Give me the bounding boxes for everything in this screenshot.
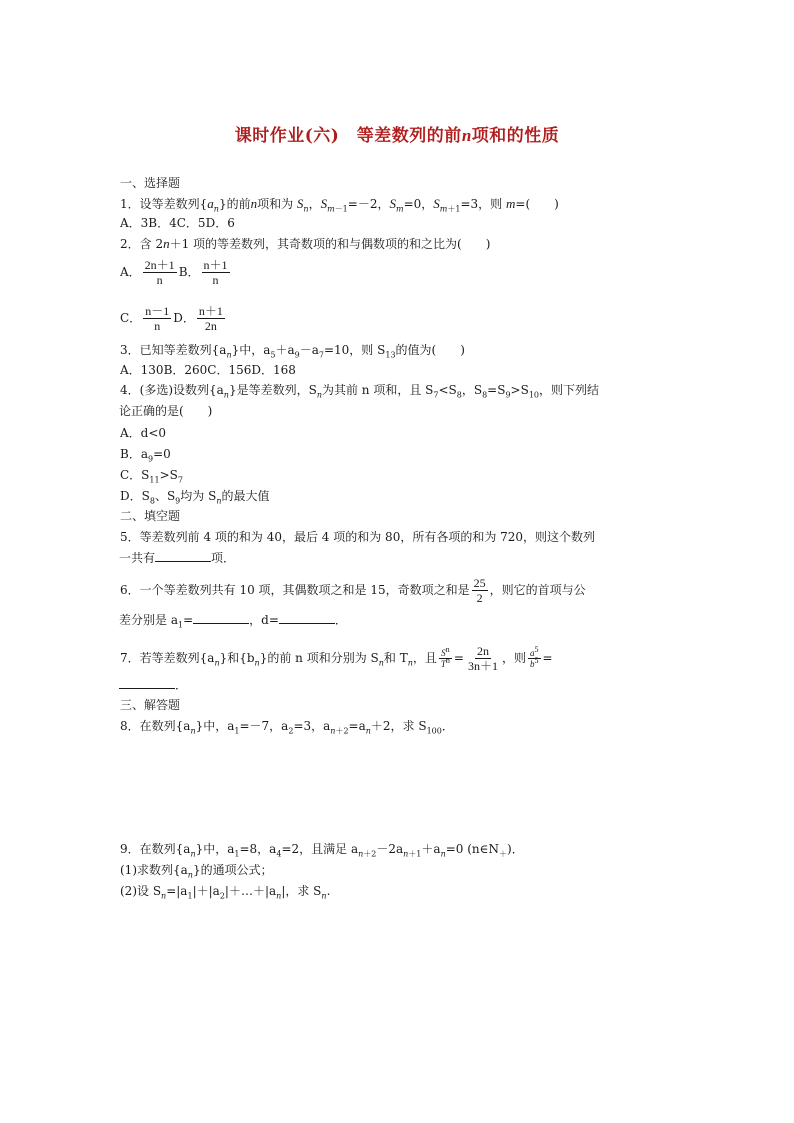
question-5: 5．等差数列前 4 项的和为 40，最后 4 项的和为 80，所有各项的和为 720，则这个数列 — [120, 530, 596, 544]
page-title: 课时作业(六) 等差数列的前n项和的性质 — [234, 126, 560, 146]
question-3: 3．已知等差数列$\{a_n\}$中，$a_5+a_9-a_7=10$，则 $S_{13}$的值为( ) — [120, 343, 465, 360]
question-8: 8．在数列$\{a_n\}$中，$a_1=-7$，$a_2=3$，$a_{n+2}=a_n+2$，求 $S_{100}$． — [120, 719, 454, 736]
question-4-line2: 论正确的是( ) — [119, 404, 213, 418]
question-4: 4．(多选)设数列$\{a_n\}$是等差数列，$S_n$为其前 n 项和，且 $S_7<S_8$，$S_8=S_9>S_{10}$，则下列结 — [120, 383, 600, 400]
section-heading-solve: 三、解答题 — [120, 698, 181, 712]
question-2: 2．含 2n＋1 项的等差数列，其奇数项的和与偶数项的和之比为( ) — [120, 236, 491, 251]
question-3-options: A．130B．260C．156D．168 — [120, 363, 296, 377]
question-9-part-1: (1)求数列$\{a_n\}$的通项公式； — [120, 863, 273, 880]
question-5-line2: 一共有 项． — [119, 551, 236, 565]
question-9: 9．在数列$\{a_n\}$中，$a_1=8$，$a_4=2$，且满足 $a_{n+2}-2a_{n+1}+a_n=0$ $(n\in N_+)$． — [120, 842, 524, 859]
question-2-options-ab: A． $\frac{2n+1}{n}$ B． $\frac{n+1}{n}$ — [120, 258, 228, 287]
section-heading-fill: 二、填空题 — [120, 509, 181, 523]
question-7: 7．若等差数列$\{a_n\}$和$\{b_n\}$的前 n 项和分别为 $S_n$和 $T_n$，且 $\frac{S^n}{T^n}$ = $\frac{2n}{3n+1}$ ，则 $\frac{a^5}{b^5}$ = — [120, 644, 553, 673]
question-7-line2: ． — [119, 676, 187, 695]
question-4-option-d: D．$S_8$、$S_9$均为 $S_n$的最大值 — [120, 489, 270, 506]
question-9-part-2: (2)设 $S_n=|a_1|+|a_2|+\dots+|a_n|$，求 $S_n$. — [120, 884, 331, 901]
question-4-option-b: B．$a_9=0$ — [120, 447, 171, 464]
question-1-options: A．3B．4C．5D．6 — [120, 216, 235, 230]
question-4-option-c: C．$S_{11}>S_7$ — [120, 468, 183, 485]
question-2-options-cd: C． $\frac{n-1}{n}$ D． $\frac{n+1}{2n}$ — [120, 304, 223, 333]
question-6: 6．一个等差数列共有 10 项，其偶数项之和是 15，奇数项之和是 $\frac{25}{2}$ ，则它的首项与公 — [120, 576, 586, 605]
question-6-line2: 差分别是 $a_1=$ ，d= ． — [119, 613, 347, 630]
question-4-option-a: A．d<0 — [120, 426, 167, 440]
section-heading-choice: 一、选择题 — [120, 176, 181, 190]
question-1: 1．设等差数列$\{a_n\}$的前n项和为 $S_n$，$S_{m-1}=-2$，$S_m=0$，$S_{m+1}=3$，则 m=( ) — [120, 196, 559, 214]
